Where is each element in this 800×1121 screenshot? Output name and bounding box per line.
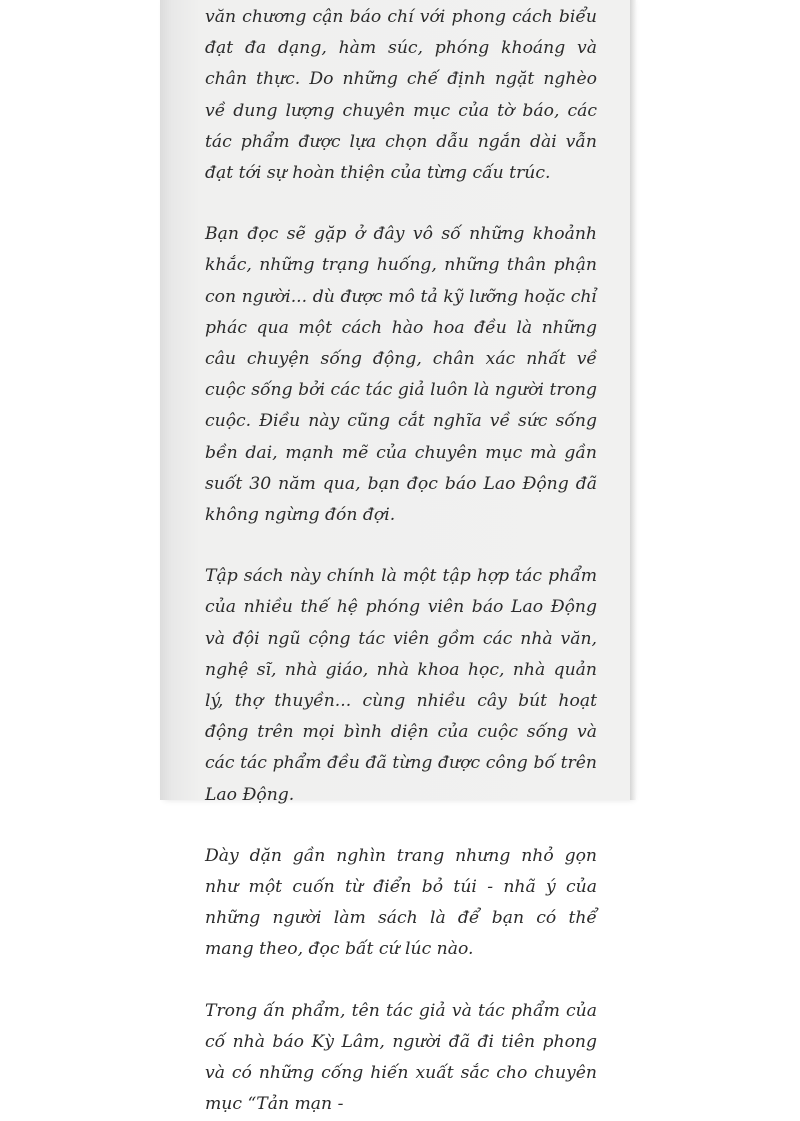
paragraph-2: Bạn đọc sẽ gặp ở đây vô số những khoảnh khắc, những trạng huống, những thân phận con người... dù được mô tả kỹ lưỡng hoặc chỉ phác qua một cách hào hoa đều là những câu chuyện sống động, chân xác nhất về cuộc sống bởi các tác giả luôn là người trong cuộc. Điều này cũng cắt nghĩa về sức sống bền dai, mạnh mẽ của chuyên mục mà gần suốt 30 năm qua, bạn đọc báo Lao Động đã không ngừng đón đợi. — [205, 224, 597, 526]
paragraph-5: Trong ấn phẩm, tên tác giả và tác phẩm của cố nhà báo Kỳ Lâm, người đã đi tiên phong và có những cống hiến xuất sắc cho chuyên mục “Tản mạn - — [205, 1000, 597, 1115]
page-text — [205, 2, 597, 1121]
paragraph-3: Tập sách này chính là một tập hợp tác phẩm của nhiều thế hệ phóng viên báo Lao Động và đội ngũ cộng tác viên gồm các nhà văn, nghệ sĩ, nhà giáo, nhà khoa học, nhà quản lý, thợ thuyền... cùng nhiều cây bút hoạt động trên mọi bình diện của cuộc sống và các tác phẩm đều đã từng được công bố trên Lao Động. — [205, 566, 597, 805]
paragraph-4: Dày dặn gần nghìn trang nhưng nhỏ gọn như một cuốn từ điển bỏ túi - nhã ý của những người làm sách là để bạn có thể mang theo, đọc bất cứ lúc nào. — [205, 845, 597, 960]
paragraph-1: văn chương cận báo chí với phong cách biểu đạt đa dạng, hàm súc, phóng khoáng và chân thực. Do những chế định ngặt nghèo về dung lượng chuyên mục của tờ báo, các tác phẩm được lựa chọn dẫu ngắn dài vẫn đạt tới sự hoàn thiện của từng cấu trúc. — [205, 7, 597, 184]
page-edge — [630, 0, 636, 800]
